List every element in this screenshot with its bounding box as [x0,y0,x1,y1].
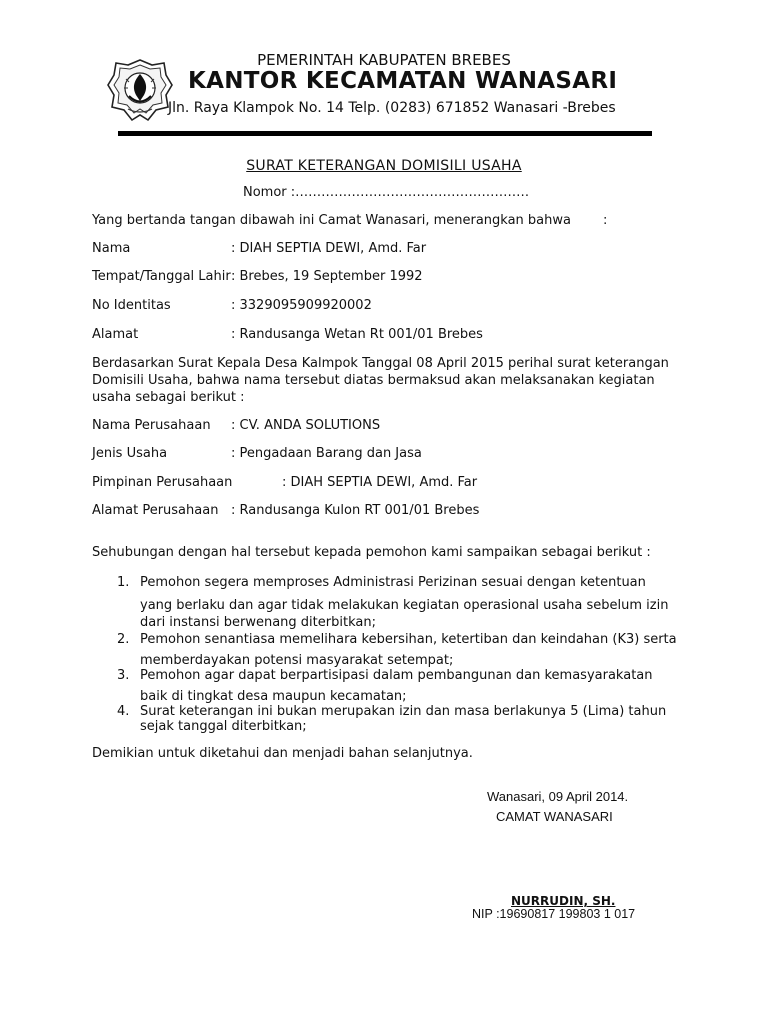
field-label-jenis-usaha: Jenis Usaha [92,446,168,461]
signatory-nip: NIP :19690817 199803 1 017 [472,907,636,921]
document-number: Nomor :……………………………………………… [243,185,530,200]
field-value-identitas: : 3329095909920002 [231,298,372,313]
field-label-alamat: Alamat [92,327,139,342]
office-name: KANTOR KECAMATAN WANASARI [188,68,618,94]
list-item-line: Pemohon senantiasa memelihara kebersihan, ketertiban dan keindahan (K3) serta [140,632,677,647]
closing-statement: Demikian untuk diketahui dan menjadi bahan selanjutnya. [92,746,473,761]
list-item-line: Surat keterangan ini bukan merupakan izin dan masa berlakunya 5 (Lima) tahun [140,704,667,719]
field-label-ttl: Tempat/Tanggal Lahir [92,269,231,284]
list-item-line: yang berlaku dan agar tidak melakukan kegiatan operasional usaha sebelum izin [140,598,669,613]
letterhead-divider [118,131,652,136]
list-item-line: Pemohon segera memproses Administrasi Perizinan sesuai dengan ketentuan [140,575,646,590]
field-value-nama: : DIAH SEPTIA DEWI, Amd. Far [231,241,427,256]
field-value-ttl: : Brebes, 19 September 1992 [231,269,423,284]
field-value-alamat-perusahaan: : Randusanga Kulon RT 001/01 Brebes [231,503,480,518]
list-item-number: 2. [117,632,130,647]
place-date: Wanasari, 09 April 2014. [487,789,629,804]
field-label-nama: Nama [92,241,131,256]
list-item-number: 3. [117,668,130,683]
intro-text: Yang bertanda tangan dibawah ini Camat Wanasari, menerangkan bahwa [92,213,571,228]
list-item-line: baik di tingkat desa maupun kecamatan; [140,689,407,704]
list-item-number: 4. [117,704,130,719]
field-value-alamat: : Randusanga Wetan Rt 001/01 Brebes [231,327,483,342]
intro-colon: : [603,213,608,228]
field-label-identitas: No Identitas [92,298,171,313]
government-name: PEMERINTAH KABUPATEN BREBES [257,51,511,69]
field-value-jenis-usaha: : Pengadaan Barang dan Jasa [231,446,422,461]
list-item-number: 1. [117,575,130,590]
document-title: SURAT KETERANGAN DOMISILI USAHA [246,158,522,174]
list-item-line: dari instansi berwenang diterbitkan; [140,615,376,630]
provisions-intro: Sehubungan dengan hal tersebut kepada pemohon kami sampaikan sebagai berikut : [92,545,651,560]
field-value-nama-perusahaan: : CV. ANDA SOLUTIONS [231,418,381,433]
list-item-line: Pemohon agar dapat berpartisipasi dalam pembangunan dan kemasyarakatan [140,668,653,683]
signatory-position: CAMAT WANASARI [496,809,613,824]
field-label-alamat-perusahaan: Alamat Perusahaan [92,503,219,518]
list-item-line: sejak tanggal diterbitkan; [140,719,307,734]
field-value-pimpinan: : DIAH SEPTIA DEWI, Amd. Far [282,475,478,490]
list-item-line: memberdayakan potensi masyarakat setempat; [140,653,454,668]
field-label-pimpinan: Pimpinan Perusahaan [92,475,233,490]
field-label-nama-perusahaan: Nama Perusahaan [92,418,211,433]
basis-paragraph: Berdasarkan Surat Kepala Desa Kalmpok Tanggal 08 April 2015 perihal surat keterangan Domisili Usaha, bahwa nama tersebut diatas bermaksud akan melaksanakan kegiatan usaha sebagai berikut : [92,356,669,405]
office-address: Jln. Raya Klampok No. 14 Telp. (0283) 671852 Wanasari -Brebes [168,100,616,116]
signatory-name: NURRUDIN, SH. [511,894,616,908]
